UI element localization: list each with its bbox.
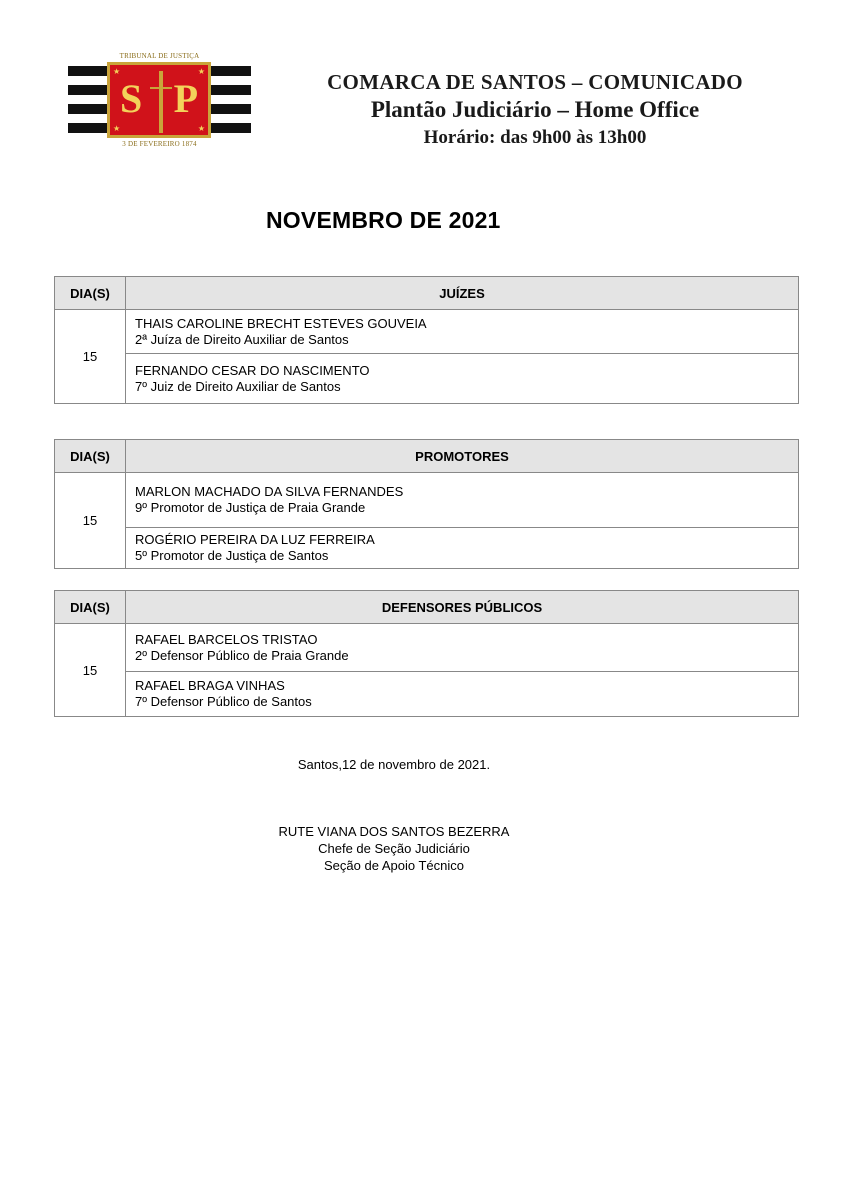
signer-name: RUTE VIANA DOS SANTOS BEZERRA: [278, 824, 510, 839]
person-role: 2ª Juíza de Direito Auxiliar de Santos: [135, 331, 349, 347]
signer-title: Chefe de Seção Judiciário: [318, 841, 470, 856]
group-column-header: JUÍZES: [126, 277, 799, 310]
month-title: NOVEMBRO DE 2021: [266, 207, 501, 233]
table-row: [55, 473, 799, 528]
group-column-header: PROMOTORES: [126, 440, 799, 473]
logo-letter-s: S: [120, 76, 143, 121]
logo-crest: [107, 62, 211, 138]
day-cell: 15: [55, 310, 126, 404]
person-cell: [126, 354, 799, 404]
court-logo: [68, 52, 251, 150]
person-name: MARLON MACHADO DA SILVA FERNANDES: [135, 484, 404, 499]
logo-caption-top: TRIBUNAL DE JUSTIÇA: [119, 52, 200, 60]
star-icon: ★: [197, 67, 205, 76]
star-icon: ★: [113, 67, 121, 76]
scales-icon: [150, 87, 172, 89]
signer-department: Seção de Apoio Técnico: [324, 858, 464, 873]
public-defenders-table: [54, 590, 799, 717]
document-header: [290, 68, 780, 152]
day-column-header: DIA(S): [55, 591, 126, 624]
logo-letter-p: P: [173, 76, 198, 121]
table-header-row: [55, 440, 799, 473]
sword-icon: [159, 71, 163, 133]
person-role: 7º Juiz de Direito Auxiliar de Santos: [135, 378, 341, 394]
person-name: RAFAEL BRAGA VINHAS: [135, 678, 285, 693]
header-line-1: COMARCA DE SANTOS – COMUNICADO: [327, 70, 743, 94]
table-row: [55, 624, 799, 672]
table-header-row: [55, 277, 799, 310]
person-name: ROGÉRIO PEREIRA DA LUZ FERREIRA: [135, 532, 375, 547]
day-column-header: DIA(S): [55, 440, 126, 473]
prosecutors-table: [54, 439, 799, 569]
signature-block: [0, 823, 788, 874]
logo-caption-bottom: 3 DE FEVEREIRO 1874: [122, 140, 197, 148]
group-column-header: DEFENSORES PÚBLICOS: [126, 591, 799, 624]
table-row: [55, 528, 799, 569]
day-column-header: DIA(S): [55, 277, 126, 310]
person-name: RAFAEL BARCELOS TRISTAO: [135, 631, 318, 647]
person-cell: [126, 473, 799, 528]
table-row: [55, 354, 799, 404]
person-name: FERNANDO CESAR DO NASCIMENTO: [135, 362, 370, 378]
person-cell: [126, 624, 799, 672]
header-line-2: Plantão Judiciário – Home Office: [370, 97, 700, 122]
star-icon: ★: [197, 124, 205, 133]
header-line-3: Horário: das 9h00 às 13h00: [423, 127, 647, 148]
person-cell: [126, 310, 799, 354]
person-role: 2º Defensor Público de Praia Grande: [135, 647, 349, 663]
person-name: THAIS CAROLINE BRECHT ESTEVES GOUVEIA: [135, 315, 427, 331]
day-cell: 15: [55, 624, 126, 717]
judges-table: [54, 276, 799, 404]
date-line: Santos,12 de novembro de 2021.: [297, 757, 491, 772]
table-header-row: [55, 591, 799, 624]
table-row: [55, 672, 799, 717]
star-icon: ★: [113, 124, 121, 133]
table-row: [55, 310, 799, 354]
person-role: 5º Promotor de Justiça de Santos: [135, 548, 329, 563]
person-role: 9º Promotor de Justiça de Praia Grande: [135, 500, 366, 515]
day-cell: 15: [55, 473, 126, 569]
person-cell: [126, 528, 799, 569]
person-role: 7º Defensor Público de Santos: [135, 694, 312, 709]
person-cell: [126, 672, 799, 717]
